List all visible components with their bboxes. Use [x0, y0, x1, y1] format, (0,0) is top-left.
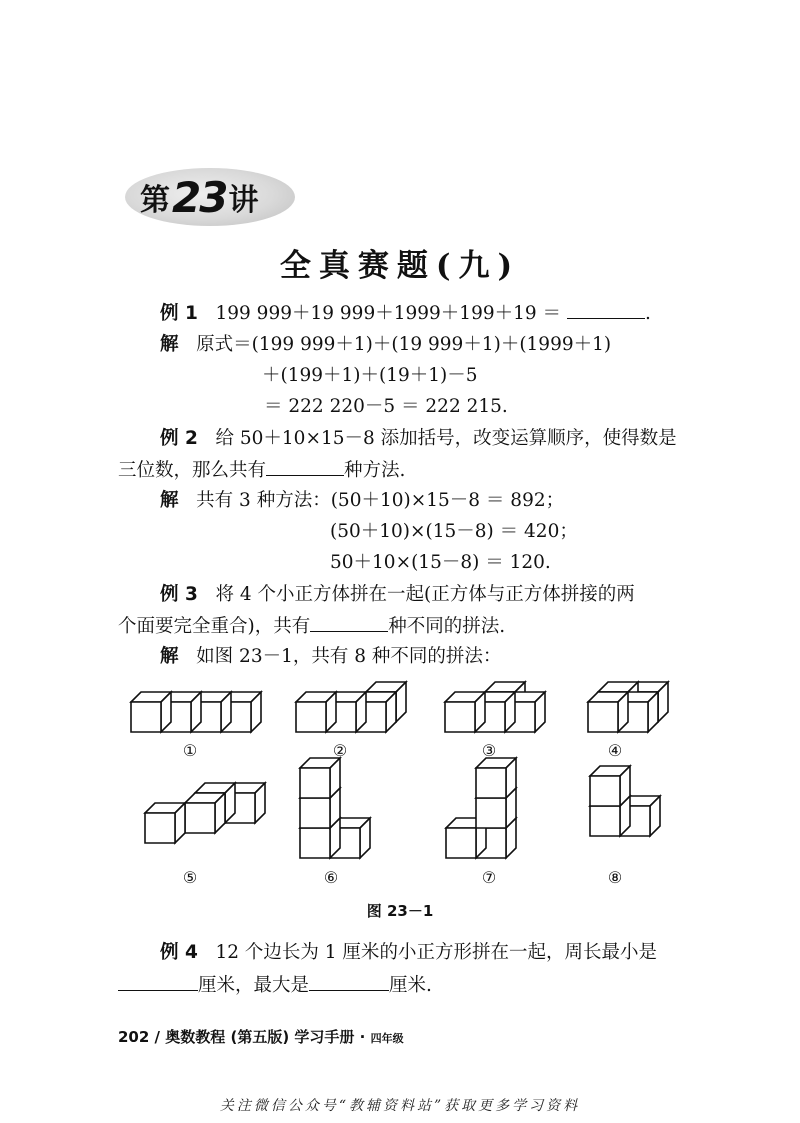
example4-question-line2	[118, 972, 432, 999]
figure-label-3: ③	[481, 741, 497, 760]
example3-text1: 将 4 个小正方体拼在一起(正方体与正方体拼接的两	[215, 584, 635, 605]
example1-sol-label: 解	[160, 334, 179, 355]
watermark: 关注微信公众号“教辅资料站”获取更多学习资料	[219, 1098, 581, 1114]
lecture-number: 23	[172, 172, 227, 222]
example2-sol-text1: 共有 3 种方法：(50＋10)×15－8 ＝ 892；	[196, 490, 565, 511]
answer-blank[interactable]	[309, 972, 389, 991]
example3-text2b: 种不同的拼法.	[388, 616, 506, 637]
answer-blank[interactable]	[118, 972, 198, 991]
cube-3-4	[445, 692, 485, 732]
example2-label: 例 2	[160, 428, 198, 449]
example4-text1: 12 个边长为 1 厘米的小正方形拼在一起，周长最小是	[215, 942, 657, 963]
footer-dot: ·	[359, 1028, 366, 1046]
example2-sol-text3: 50＋10×(15－8) ＝ 120.	[330, 552, 551, 573]
figure-label-1: ①	[182, 741, 198, 760]
example2-text2a: 三位数，那么共有	[118, 460, 267, 481]
lecture-suffix: 讲	[228, 183, 259, 218]
example2-text2b: 种方法.	[344, 460, 406, 481]
example4-text2a: 厘米，最大是	[198, 975, 310, 996]
figure-label-2: ②	[332, 741, 348, 760]
cube-1-4	[131, 692, 171, 732]
example1-end: .	[644, 303, 651, 324]
example2-text1: 给 50＋10×15－8 添加括号，改变运算顺序，使得数是	[215, 428, 677, 449]
book-title: 奥数教程 (第五版) 学习手册	[165, 1028, 355, 1046]
lecture-prefix: 第	[140, 183, 170, 218]
example1-sol-text3: ＝ 222 220－5 ＝ 222 215.	[264, 396, 508, 417]
figure-label-8: ⑧	[607, 868, 623, 887]
cube-5-4	[145, 803, 185, 843]
cube-4-4	[588, 692, 628, 732]
example3-sol-label: 解	[160, 646, 179, 667]
grade-level: 四年级	[370, 1032, 404, 1045]
example2-sol-label: 解	[160, 490, 179, 511]
example1-text: 199 999＋19 999＋1999＋199＋19 ＝	[215, 303, 562, 324]
example3-label: 例 3	[160, 584, 198, 605]
example4-text2b: 厘米.	[389, 975, 432, 996]
example1-sol-text1: 原式＝(199 999＋1)＋(19 999＋1)＋(1999＋1)	[196, 334, 612, 355]
footer-separator: /	[154, 1028, 161, 1046]
example2-sol-text2: (50＋10)×(15－8) ＝ 420；	[330, 521, 578, 542]
example4-label: 例 4	[160, 942, 198, 963]
cube-6-4	[300, 758, 340, 798]
page-title: 全真赛题(九)	[279, 248, 521, 284]
figure-label-7: ⑦	[481, 868, 497, 887]
page-number: 202	[118, 1028, 150, 1046]
example4-question-line1	[160, 940, 657, 966]
figure-label-4: ④	[607, 741, 623, 760]
cube-7-4	[476, 758, 516, 798]
example1-label: 例 1	[160, 303, 198, 324]
example3-sol-text1: 如图 23－1，共有 8 种不同的拼法：	[196, 646, 502, 667]
example1-sol-text2: ＋(199＋1)＋(19＋1)－5	[262, 365, 478, 386]
figure-label-6: ⑥	[323, 868, 339, 887]
cube-2-4	[296, 692, 336, 732]
page-footer	[118, 1026, 404, 1047]
example3-text2a: 个面要完全重合)，共有	[118, 616, 311, 637]
cube-8-3	[590, 766, 630, 806]
cube-5-3	[185, 793, 225, 833]
figure-caption: 图 23－1	[366, 902, 434, 920]
figure-label-5: ⑤	[182, 868, 198, 887]
